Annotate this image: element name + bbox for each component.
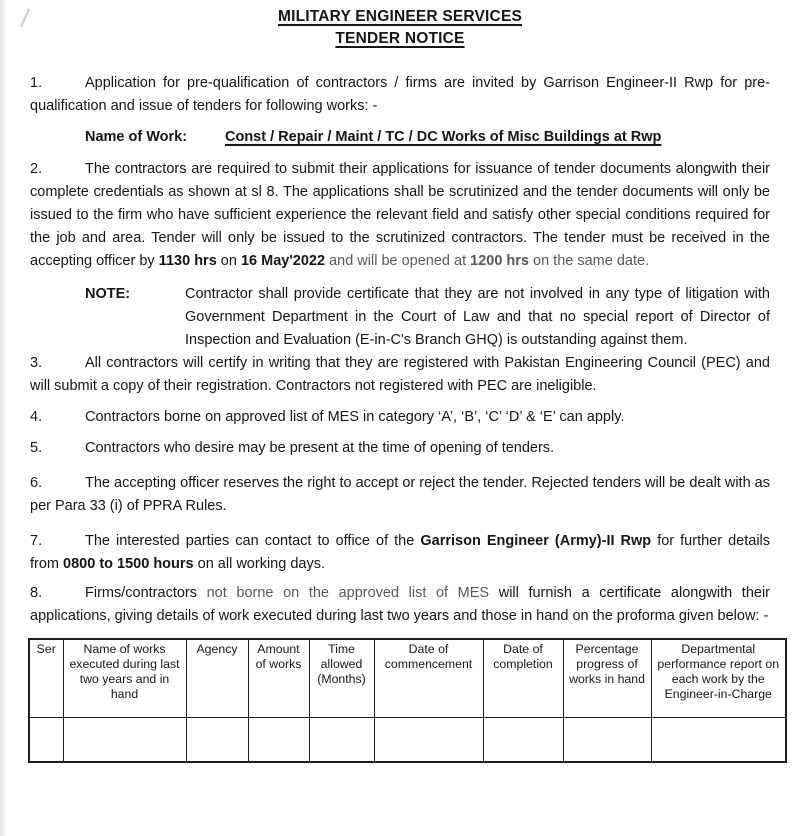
table-header-cell: Amount of works [248, 639, 309, 717]
paragraph-8-number: 8. [30, 585, 43, 601]
name-of-work-row [85, 126, 770, 149]
paragraph-8 [30, 582, 770, 628]
proforma-table [28, 638, 787, 763]
note-text [185, 286, 770, 348]
text-segment: not borne on the approved list of MES [206, 585, 490, 601]
paragraph-6 [30, 472, 770, 518]
table-header-cell: Time allowed (Months) [309, 639, 374, 717]
table-empty-cell [374, 717, 483, 762]
table-header-row [29, 639, 786, 717]
table-empty-row [29, 717, 786, 762]
table-header-cell: Date of completion [483, 639, 563, 717]
paragraph-2 [30, 158, 770, 273]
text-segment: Application for pre-qualification of contractors / firms are invited by Garrison Engineer-II Rwp for pre-qualification and issue of tenders for following works: - [30, 75, 770, 114]
table-header-cell: Agency [186, 639, 248, 717]
paragraph-4-number: 4. [30, 409, 43, 425]
paragraph-5 [30, 437, 770, 460]
text-segment: The interested parties can contact to office of the [85, 533, 421, 549]
paragraph-7-number: 7. [30, 533, 43, 549]
scan-stray-mark [20, 8, 30, 27]
table-header-cell: Date of commencement [374, 639, 483, 717]
table-empty-cell [248, 717, 309, 762]
note-block [30, 283, 770, 352]
text-segment: for further details from [30, 533, 771, 572]
text-segment: Contractors borne on approved list of MES in category ‘A’, ‘B’, ‘C’ ‘D’ & ‘E’ can apply. [85, 409, 625, 425]
paragraph-5-text [85, 440, 554, 456]
table-header-cell: Name of works executed during last two years and in hand [63, 639, 186, 717]
paragraph-8-text [30, 585, 770, 624]
text-segment: and will be opened at [325, 253, 471, 269]
paragraph-3-text [30, 355, 770, 394]
note-label: NOTE: [85, 286, 131, 302]
document-subtitle [30, 28, 770, 50]
table-header-cell: Ser [29, 639, 63, 717]
paragraph-5-number: 5. [30, 440, 43, 456]
text-segment: will furnish a certificate alongwith their applications, giving details of work executed during last two years and those in hand on the proforma given below: - [30, 585, 771, 624]
name-of-work-label: Name of Work: [85, 129, 188, 145]
name-of-work-value: Const / Repair / Maint / TC / DC Works of Misc Buildings at Rwp [225, 129, 662, 145]
paragraph-7 [30, 530, 770, 576]
document-title [30, 6, 770, 28]
table-header-cell: Departmental performance report on each work by the Engineer-in-Charge [651, 639, 786, 717]
paragraph-2-text [30, 161, 770, 269]
text-segment: Garrison Engineer (Army)-II Rwp [420, 533, 652, 549]
text-segment: on the same date. [529, 253, 650, 269]
text-segment: All contractors will certify in writing that they are registered with Pakistan Engineering Council (PEC) and will submit a copy of their registration. Contractors not registered with PEC are ineligible. [30, 355, 770, 394]
text-segment: Contractors who desire may be present at the time of opening of tenders. [85, 440, 555, 456]
document-title-text: MILITARY ENGINEER SERVICES [277, 8, 523, 25]
table-header-cell: Percentage progress of works in hand [563, 639, 651, 717]
paragraph-6-text [30, 475, 770, 514]
paragraph-4-text [85, 409, 624, 425]
table-empty-cell [29, 717, 63, 762]
document-subtitle-text: TENDER NOTICE [335, 30, 465, 47]
text-segment: Firms/contractors [85, 585, 207, 601]
paragraph-4 [30, 406, 770, 429]
text-segment: 16 May'2022 [240, 253, 326, 269]
text-segment: The contractors are required to submit their applications for issuance of tender documents alongwith their complete credentials as shown at sl 8. The applications shall be scrutinized and the tender documents will only be issued to the firm who have sufficient experience the relevant field and satisfy other special conditions required for the job and area. Tender will only be issued to the scrutinized contractors. The tender must be received in the accepting officer by [30, 161, 770, 269]
table-empty-cell [483, 717, 563, 762]
table-empty-cell [186, 717, 248, 762]
paragraph-6-number: 6. [30, 475, 43, 491]
text-segment: on all working days. [193, 556, 325, 572]
scan-edge-shade [0, 0, 7, 836]
table-empty-cell [309, 717, 374, 762]
table-empty-cell [563, 717, 651, 762]
text-segment: 0800 to 1500 hours [63, 556, 194, 572]
paragraph-7-text [30, 533, 770, 572]
paragraph-3 [30, 352, 770, 398]
text-segment: on [216, 253, 241, 269]
paragraph-2-number: 2. [30, 161, 43, 177]
text-segment: 1200 hrs [470, 253, 529, 269]
paragraph-1-text [30, 75, 770, 114]
paragraph-1-number: 1. [30, 75, 43, 91]
text-segment: The accepting officer reserves the right to accept or reject the tender. Rejected tenders will be dealt with as per Para 33 (i) of PPRA Rules. [30, 475, 770, 514]
text-segment: 1130 hrs [158, 253, 217, 269]
paragraph-1 [30, 72, 770, 118]
text-segment: Contractor shall provide certificate that they are not involved in any type of litigation with Government Department in the Court of Law and that no special report of Director of Inspection and Evaluation (E-in-C's Branch GHQ) is outstanding against them. [185, 286, 770, 348]
table-empty-cell [63, 717, 186, 762]
paragraph-3-number: 3. [30, 355, 43, 371]
table-empty-cell [651, 717, 786, 762]
